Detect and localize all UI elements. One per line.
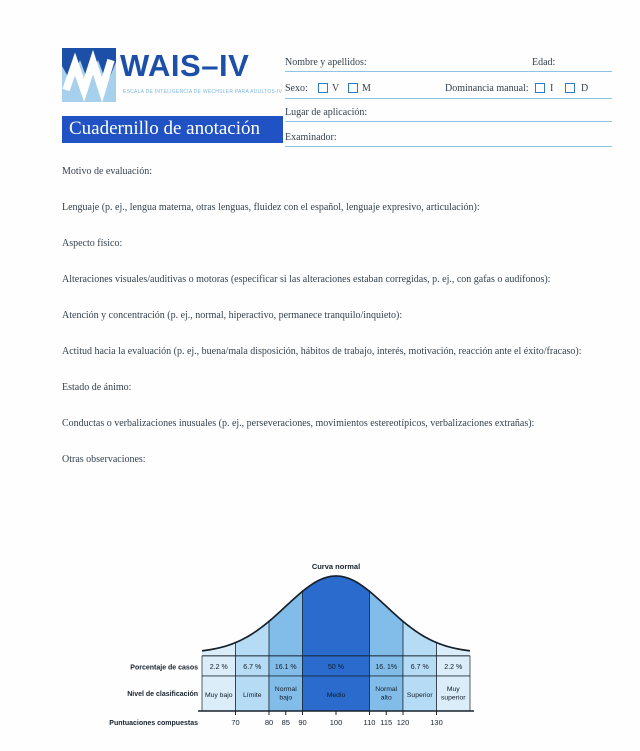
observation-label: Aspecto físico: [62, 238, 123, 249]
axis-tick-label: 85 [281, 718, 290, 727]
classification-value: Muy [446, 686, 460, 693]
hand-d-option-label: D [581, 83, 589, 94]
observation-label: Alteraciones visuales/auditivas o motoras (especificar si las alteraciones estaban corregidas, p. ej., con gafas o audífonos): [62, 274, 551, 285]
sex-label: Sexo: [285, 83, 308, 94]
chart-row-label: Porcentaje de casos [130, 664, 198, 672]
axis-tick-label: 80 [264, 718, 274, 727]
curve-segment-fill [370, 566, 404, 656]
application-place-input-line[interactable] [285, 121, 612, 122]
name-age-input-line[interactable] [285, 71, 612, 72]
classification-value: alto [380, 694, 392, 702]
normal-curve-chart [95, 556, 485, 741]
classification-value: Superior [406, 692, 433, 699]
axis-tick-label: 115 [380, 718, 393, 727]
chart-row-label: Nivel de clasificación [127, 691, 198, 698]
wais-logo-icon [62, 48, 116, 102]
observation-label: Otras observaciones: [62, 454, 146, 465]
observation-label: Estado de ánimo: [62, 382, 132, 393]
classification-value: Medio [326, 692, 346, 699]
hand-d-checkbox[interactable] [565, 83, 575, 93]
percentage-value: 16. 1% [375, 664, 398, 671]
observation-label: Lenguaje (p. ej., lengua materna, otras lenguas, fluidez con el español, lenguaje expresivo, articulación): [62, 202, 480, 213]
examiner-input-line[interactable] [285, 146, 612, 147]
application-place-label: Lugar de aplicación: [285, 107, 368, 118]
percentage-value: 2.2 % [444, 664, 463, 671]
sex-m-option-label: M [362, 83, 371, 94]
axis-tick-label: 90 [298, 718, 307, 727]
observation-label: Conductas o verbalizaciones inusuales (p. ej., perseveraciones, movimientos estereotípicos, verbalizaciones extrañas): [62, 418, 535, 429]
percentage-value: 6.7 % [410, 664, 429, 671]
percentage-value: 6.7 % [243, 664, 262, 671]
classification-value: Muy bajo [204, 692, 233, 699]
examiner-label: Examinador: [285, 132, 337, 143]
sex-v-checkbox[interactable] [318, 83, 328, 93]
hand-dominance-label: Dominancia manual: [445, 83, 529, 94]
hand-i-option-label: I [550, 83, 554, 94]
chart-row-label: Puntuaciones compuestas [109, 720, 198, 727]
axis-tick-label: 120 [396, 718, 410, 727]
axis-tick-label: 130 [430, 718, 443, 727]
classification-value: bajo [279, 694, 293, 702]
classification-value: Normal [274, 686, 297, 693]
observation-label: Atención y concentración (p. ej., normal, hiperactivo, permanece tranquilo/inquieto): [62, 310, 403, 321]
axis-tick-label: 110 [363, 718, 376, 727]
classification-value: superior [440, 694, 466, 702]
percentage-value: 50 % [328, 664, 344, 671]
curve-segment-fill [236, 566, 270, 656]
age-label: Edad: [532, 57, 556, 68]
observation-label: Actitud hacia la evaluación (p. ej., buena/mala disposición, hábitos de trabajo, interés, motivación, reacción ante el éxito/fracaso): [62, 346, 582, 357]
curve-segment-fill [269, 566, 303, 656]
booklet-title-banner: Cuadernillo de anotación [62, 116, 283, 143]
classification-cell [269, 676, 303, 711]
curve-segment-fill [437, 566, 471, 656]
chart-title: Curva normal [311, 562, 361, 571]
classification-value: Límite [242, 692, 262, 699]
hand-i-checkbox[interactable] [535, 83, 545, 93]
curve-segment-fill [403, 566, 437, 656]
classification-cell [437, 676, 471, 711]
logo-title: WAIS–IV [120, 48, 250, 83]
curve-segment-fill [202, 566, 236, 656]
percentage-value: 2.2 % [209, 664, 228, 671]
axis-tick-label: 70 [231, 718, 240, 727]
percentage-value: 16.1 % [274, 664, 297, 671]
name-label: Nombre y apellidos: [285, 57, 367, 68]
sex-hand-input-line[interactable] [285, 98, 612, 99]
axis-tick-label: 100 [329, 718, 343, 727]
logo-subtitle: ESCALA DE INTELIGENCIA DE WECHSLER PARA ADULTOS-IV [123, 89, 283, 95]
sex-v-option-label: V [332, 83, 340, 94]
curve-segment-fill [303, 566, 370, 656]
classification-cell [370, 676, 404, 711]
sex-m-checkbox[interactable] [348, 83, 358, 93]
observation-label: Motivo de evaluación: [62, 166, 152, 177]
classification-value: Normal [375, 686, 398, 693]
